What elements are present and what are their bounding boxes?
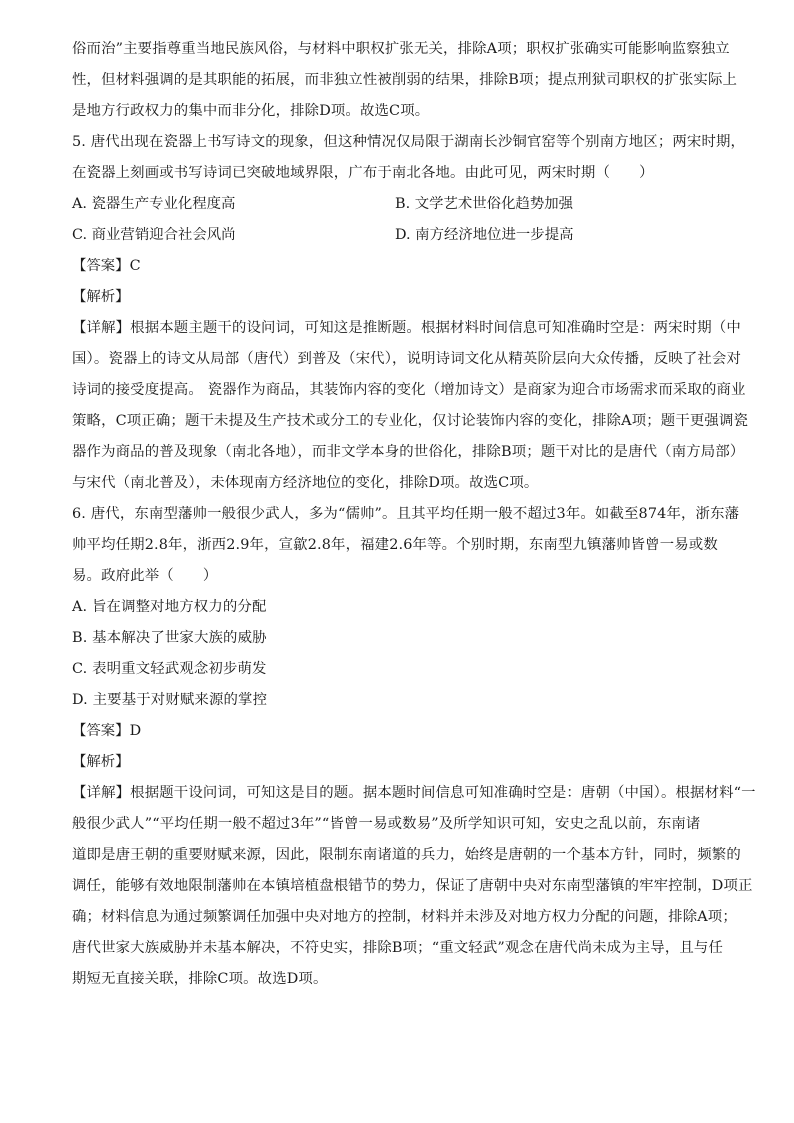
- text-line: 俗而治”主要指尊重当地民族风俗，与材料中职权扩张无关，排除A项；职权扩张确实可能影响监察独立: [72, 41, 730, 57]
- detail-line: 器作为商品的普及现象（南北各地），而非文学本身的世俗化，排除B项；题干对比的是唐代（南方局部）: [72, 444, 745, 460]
- detail-line: 唐代世家大族威胁并未基本解决，不符史实，排除B项；“重文轻武”观念在唐代尚未成为主导，且与任: [72, 940, 723, 956]
- document-page: [72, 34, 756, 995]
- answer-line: 【答案】C: [72, 258, 141, 274]
- text-line: 是地方行政权力的集中而非分化，排除D项。故选C项。: [72, 103, 430, 119]
- detail-line: 国）。瓷器上的诗文从局部（唐代）到普及（宋代），说明诗词文化从精英阶层向大众传播，反映了社会对: [72, 351, 742, 367]
- answer-line: 【答案】D: [72, 723, 142, 739]
- option-c: C. 表明重文轻武观念初步萌发: [72, 661, 267, 677]
- detail-line: 期短无直接关联，排除C项。故选D项。: [72, 971, 328, 987]
- option-d: D. 主要基于对财赋来源的掌控: [72, 692, 268, 708]
- question-stem-line: 6. 唐代，东南型藩帅一般很少武人，多为“儒帅”。且其平均任期一般不超过3年。如截至874年，浙东藩: [72, 506, 740, 522]
- option-a: A. 旨在调整对地方权力的分配: [72, 599, 267, 615]
- detail-line: 【详解】根据本题主题干的设问词，可知这是推断题。根据材料时间信息可知准确时空是：两宋时期（中: [72, 320, 741, 336]
- option-a: A. 瓷器生产专业化程度高: [72, 196, 236, 212]
- detail-line: 策略，C项正确；题干未提及生产技术或分工的专业化，仅讨论装饰内容的变化，排除A项；题干更强调瓷: [72, 413, 749, 429]
- option-b: B. 基本解决了世家大族的威胁: [72, 630, 267, 646]
- analysis-label: 【解析】: [72, 754, 130, 770]
- option-d: D. 南方经济地位进一步提高: [395, 227, 574, 243]
- previous-analysis-tail: [72, 34, 738, 127]
- question-stem-line: 在瓷器上刻画或书写诗词已突破地域界限，广布于南北各地。由此可见，两宋时期（ ）: [72, 165, 654, 181]
- detail-line: 般很少武人”“平均任期一般不超过3年”“皆曾一易或数易”及所学知识可知，安史之乱以前，东南诸: [72, 816, 701, 832]
- detail-line: 调任，能够有效地限制藩帅在本镇培植盘根错节的势力，保证了唐朝中央对东南型藩镇的牢牢控制，D项正: [72, 878, 753, 894]
- detail-line: 确；材料信息为通过频繁调任加强中央对地方的控制，材料并未涉及对地方权力分配的问题，排除A项；: [72, 909, 737, 925]
- detail-line: 诗词的接受度提高。 瓷器作为商品，其装饰内容的变化（增加诗文）是商家为迎合市场需求而采取的商业: [72, 382, 746, 398]
- detail-line: 【详解】根据题干设问词，可知这是目的题。据本题时间信息可知准确时空是：唐朝（中国）。根据材料“一: [72, 785, 756, 801]
- question-stem-line: 易。政府此举（ ）: [72, 568, 218, 584]
- option-c: C. 商业营销迎合社会风尚: [72, 227, 236, 243]
- text-line: 性，但材料强调的是其职能的拓展，而非独立性被削弱的结果，排除B项；提点刑狱司职权的扩张实际上: [72, 72, 738, 88]
- detail-line: 道即是唐王朝的重要财赋来源，因此，限制东南诸道的兵力，始终是唐朝的一个基本方针，同时，频繁的: [72, 847, 741, 863]
- option-row: [72, 189, 732, 220]
- option-b: B. 文学艺术世俗化趋势加强: [395, 196, 574, 212]
- question-stem-line: 5. 唐代出现在瓷器上书写诗文的现象，但这种情况仅局限于湖南长沙铜官窑等个别南方地区；两宋时期，: [72, 134, 746, 150]
- question-stem-line: 帅平均任期2.8年，浙西2.9年，宣歙2.8年，福建2.6年等。个别时期，东南型九镇藩帅皆曾一易或数: [72, 537, 718, 553]
- analysis-label: 【解析】: [72, 289, 130, 305]
- option-row: [72, 220, 732, 251]
- question-6: [72, 499, 756, 995]
- detail-line: 与宋代（南北普及），未体现南方经济地位的变化，排除D项。故选C项。: [72, 475, 539, 491]
- question-5: [72, 127, 749, 499]
